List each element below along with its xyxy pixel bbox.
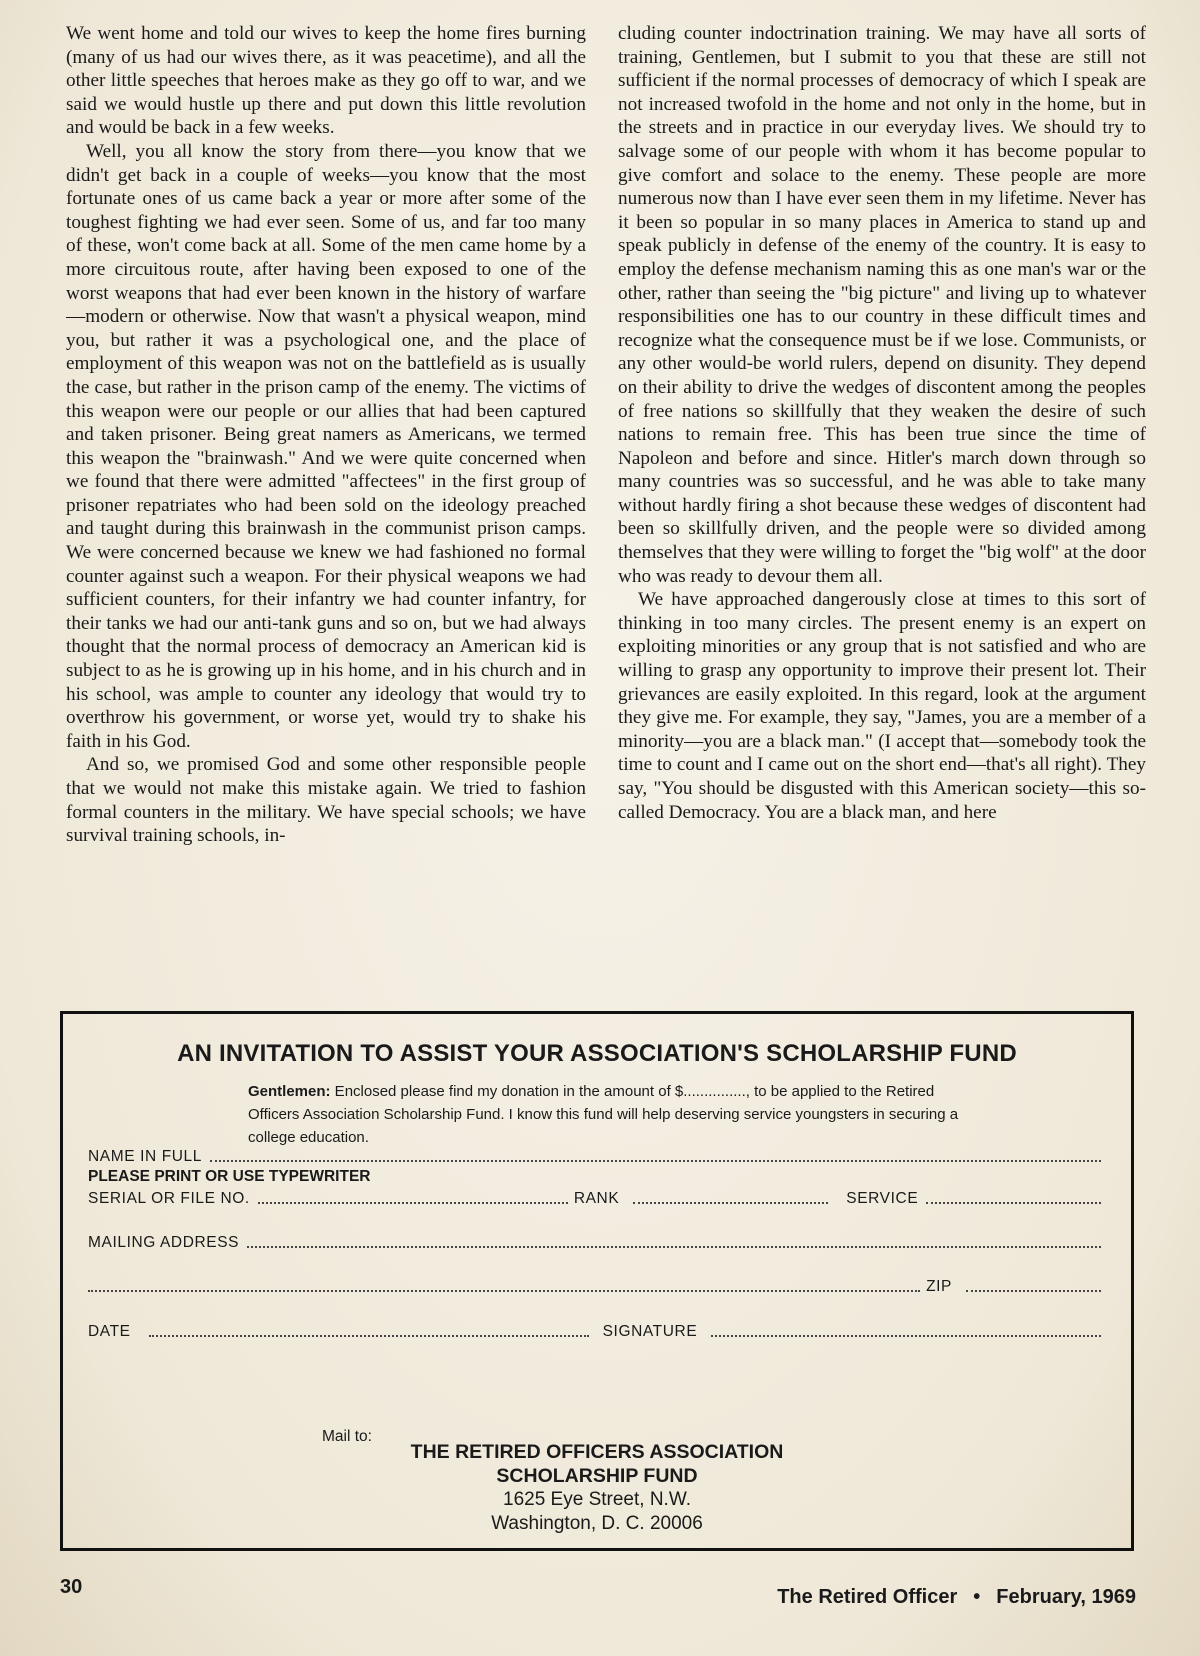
address-field-row	[88, 1230, 1107, 1252]
serial-field-row	[88, 1186, 1107, 1208]
address-line2-field[interactable]	[88, 1278, 920, 1292]
donation-coupon	[60, 1011, 1134, 1551]
name-field-row	[88, 1144, 1107, 1166]
name-field[interactable]	[210, 1148, 1101, 1162]
org-name: THE RETIRED OFFICERS ASSOCIATION	[410, 1441, 784, 1463]
article-paragraph: Well, you all know the story from there—you know that we didn't get back in a couple of weeks—you know that the most fortunate ones of us came back a year or more after some of the toughest fighting we had ever seen. Some of us, and far too many of these, won't come back at all. Some of the men came home by a more circuitous route, after having been exposed to one of the worst weapons that had ever been known in the history of warfare—modern or otherwise. Now that wasn't a physical weapon, mind you, but rather it was a psychological one, and the place of employment of this weapon was not on the battlefield as is usually the case, but rather in the prison camp of the enemy. The victims of this weapon were our people or our allies that had been captured and taken prisoner. Being great namers as Americans, we termed this weapon the "brainwash." And we were quite concerned when we found that there were admitted "affectees" in the first group of prisoner repatriates who had been sold on the ideology preached and taught during this brainwash in the communist prison camps. We were concerned because we knew we had fashioned no formal counter against such a weapon. For their physical weapons we had sufficient counters, for their infantry we had counter infantry, for their tanks we had our anti-tank guns and so on, but we had always thought that the normal process of democracy an American kid is subject to as he is growing up in his home, and in his church and in his school, was ample to counter any ideology that would try to overthrow his government, or worse yet, would try to shake his faith in his God.	[66, 140, 586, 752]
article-right-column	[618, 22, 1146, 1007]
bullet-separator: •	[973, 1586, 981, 1608]
page-footer	[0, 1576, 1200, 1606]
coupon-intro	[248, 1080, 968, 1149]
page-number: 30	[60, 1576, 83, 1598]
mail-to-label: Mail to:	[322, 1428, 372, 1445]
coupon-salutation: Gentlemen:	[248, 1083, 331, 1100]
article-paragraph: We have approached dangerously close at times to this sort of thinking in too many circles. The present enemy is an expert on exploiting minorities or any group that is not satisfied and who are willing to grasp any opportunity to improve their present lot. Their grievances are easily exploited. In this regard, look at the argument they give me. For example, they say, "James, you are a member of a minority—you are a black man." (I accept that—somebody took the time to count and I came out on the short end—that's all right). They say, "You should be disgusted with this American society—this so-called Democracy. You are a black man, and here	[618, 589, 1146, 823]
city-address: Washington, D. C. 20006	[491, 1513, 703, 1534]
article-paragraph: And so, we promised God and some other responsible people that we would not make this mistake again. We tried to fashion formal counters in the military. We have special schools; we have survival training schools, in-	[66, 754, 586, 847]
footer-publication-info	[777, 1586, 1136, 1609]
signature-label: SIGNATURE	[602, 1323, 698, 1340]
zip-label: ZIP	[926, 1278, 952, 1295]
serial-field[interactable]	[258, 1190, 568, 1204]
coupon-intro-text: Enclosed please find my donation in the amount of $..............., to be applied to the Retired Officers Association Scholarship Fund. I know this fund will help deserving service youngsters in securing a college education.	[248, 1083, 959, 1146]
article-paragraph: We went home and told our wives to keep the home fires burning (many of us had our wives there, as it was peacetime), and all the other little speeches that heroes make as they go off to war, and we said we would hustle up there and put down this little revolution and would be back in a few weeks.	[66, 23, 586, 139]
name-label: NAME IN FULL	[88, 1148, 202, 1165]
date-field[interactable]	[149, 1323, 589, 1337]
issue-date: February, 1969	[996, 1586, 1136, 1608]
signature-field[interactable]	[711, 1323, 1101, 1337]
address-line2-row	[88, 1274, 1107, 1296]
address-field[interactable]	[247, 1234, 1101, 1248]
date-signature-row	[88, 1319, 1107, 1341]
address-label: MAILING ADDRESS	[88, 1234, 240, 1251]
serial-label: SERIAL OR FILE NO.	[88, 1190, 250, 1207]
rank-label: RANK	[573, 1190, 620, 1207]
zip-field[interactable]	[966, 1278, 1101, 1292]
coupon-title: AN INVITATION TO ASSIST YOUR ASSOCIATION'S SCHOLARSHIP FUND	[177, 1040, 1017, 1067]
fund-name: SCHOLARSHIP FUND	[496, 1465, 698, 1487]
mailing-address-block	[63, 1440, 1131, 1536]
service-field[interactable]	[926, 1190, 1101, 1204]
date-label: DATE	[88, 1323, 131, 1340]
article-paragraph: cluding counter indoctrination training. We may have all sorts of training, Gentlemen, but I submit to you that these are still not sufficient if the normal processes of democracy of which I speak are not increased twofold in the home and not only in the home, but in the streets and in practice in our everyday lives. We should try to salvage some of our people with whom it has become popular to give comfort and solace to the enemy. These people are more numerous now than I have ever seen them in my lifetime. Never has it been so popular in so many places in America to stand up and speak publicly in defense of the enemy of the country. It is easy to employ the defense mechanism naming this as one man's war or the other, rather than seeing the "big picture" and living up to whatever responsibilities one has to our country in these difficult times and recognize what the consequence must be if we lose. Communists, or any other would-be world rulers, depend on disunity. They depend on their ability to drive the wedges of discontent among the peoples of free nations so skillfully that they weaken the desire of such nations to remain free. This has been true since the time of Napoleon and before and since. Hitler's march down through so many countries was so successful, and he was able to take many without hardly firing a shot because these wedges of discontent had been so skillfully driven, and the people were so divided among themselves that they were willing to forget the "big wolf" at the door who was ready to devour them all.	[618, 23, 1146, 587]
article-columns	[66, 22, 1146, 1007]
article-left-column	[66, 22, 586, 1007]
print-instruction: PLEASE PRINT OR USE TYPEWRITER	[88, 1168, 371, 1185]
service-label: SERVICE	[846, 1190, 919, 1207]
rank-field[interactable]	[633, 1190, 828, 1204]
publication-title: The Retired Officer	[777, 1586, 958, 1608]
street-address: 1625 Eye Street, N.W.	[503, 1489, 691, 1510]
